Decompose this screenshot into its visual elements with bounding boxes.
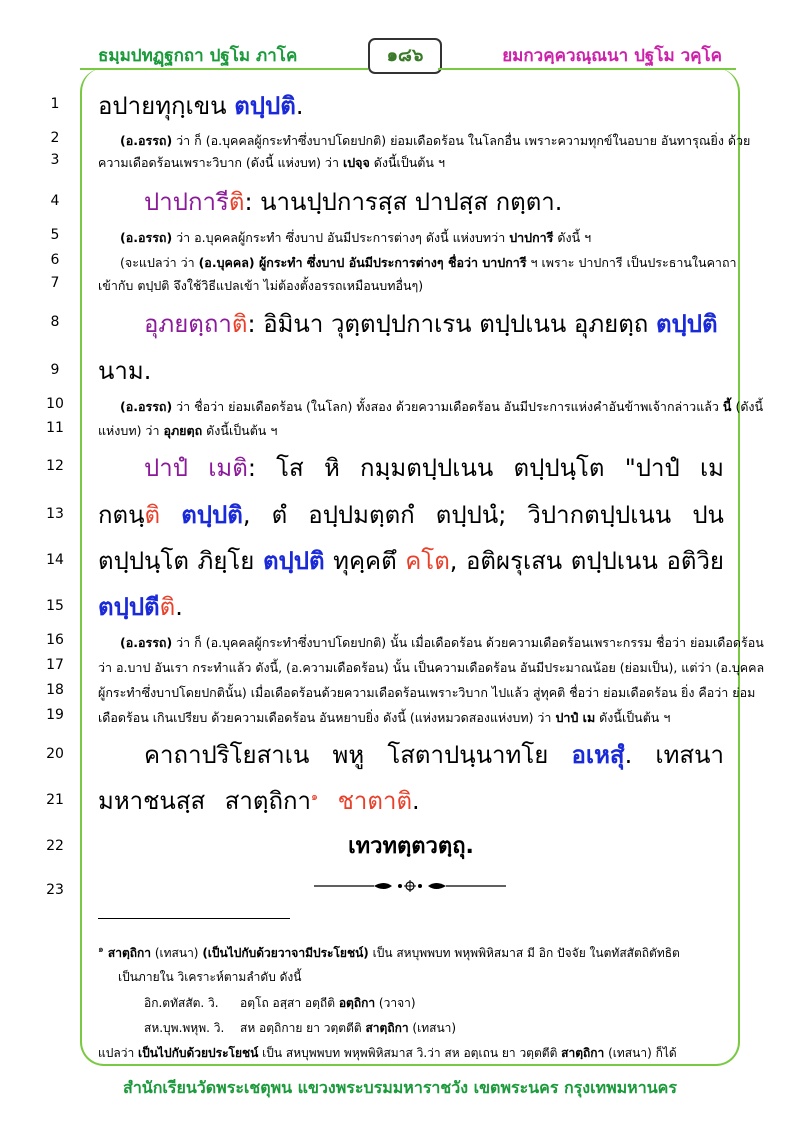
pali-word: ตปฺปเนน xyxy=(570,547,658,575)
thai-text: ความเดือดร้อนเพราะวิบาก (ดังนี้ แห่งบท) ว่า xyxy=(98,155,343,170)
thai-text: (เทสนา) ก็ได้ xyxy=(604,1046,677,1060)
thai-text: (ดังนี้ xyxy=(731,399,764,414)
thai-text: แปลว่า xyxy=(98,1046,138,1060)
line-number: 13 xyxy=(46,506,64,522)
thai-text: ดังนี้เป็นต้น ฯ xyxy=(595,710,671,725)
pali-word: สาตฺถิกา xyxy=(224,787,311,815)
verb-highlight: ตปฺปตี xyxy=(98,593,160,621)
headword: ปาปํ xyxy=(144,454,188,482)
punct: , xyxy=(242,501,251,529)
pali-term: เปจฺจ xyxy=(342,155,370,170)
gloss-label: (อ.อรรถ) xyxy=(120,399,173,414)
header-right-title: ยมกวคฺควณฺณนา ปฐโม วคฺโค xyxy=(502,46,722,66)
thai-bold: เป็นไปกับด้วยประโยชน์ xyxy=(138,1046,259,1060)
text-line-1 xyxy=(98,86,724,125)
text-line-3 xyxy=(98,153,724,173)
pali-term: สาตฺถิกา xyxy=(365,1021,409,1035)
pali-word: เม xyxy=(699,454,724,482)
pali-word: เทสนา xyxy=(655,741,724,769)
verb-highlight: ตปฺปติ xyxy=(234,92,296,120)
line-number: 2 xyxy=(50,130,60,146)
pali-text: นาม. xyxy=(98,357,152,385)
thai-text: ผู้กระทำซึ่งบาปโดยปกตินั้น) เมื่อเดือดร้อนด้วยความเดือดร้อนเพราะวิบาก ไปแล้ว สู่ทุคติ ชื่อว่า ย่อมเดือดร้อน ยิ่ง คือว่า ย่อม xyxy=(98,685,756,700)
footnote-separator xyxy=(98,918,290,919)
text-line-5 xyxy=(98,228,746,248)
pali-word: กตนฺ xyxy=(98,501,145,529)
text-line-20 xyxy=(98,735,724,774)
text-line-14 xyxy=(98,541,724,580)
header-left-title: ธมฺมปทฏฺฐกถา ปฐโม ภาโค xyxy=(98,46,298,66)
line-number: 3 xyxy=(50,152,60,168)
thai-text: เข้ากับ ตปฺปติ จึงใช้วิธีแปลเข้า ไม่ต้องตั้งอรรถเหมือนบทอื่นๆ) xyxy=(98,278,424,293)
pali-word: คาถาปริโยสาเน xyxy=(144,741,310,769)
pali-word: ตปฺปนํ; xyxy=(435,501,507,529)
thai-bold: (อ.บุคคล) ผู้กระทำ ซึ่งบาป อันมีประการต่างๆ ชื่อว่า บาปการี xyxy=(198,255,527,270)
pali-word: โส xyxy=(276,454,304,482)
frame-top-left xyxy=(80,68,368,70)
text-line-12 xyxy=(98,448,724,487)
thai-text: ดังนี้เป็นต้น ฯ xyxy=(369,155,445,170)
pali-word: ทุคฺคตึ xyxy=(333,547,397,575)
line-number: 21 xyxy=(46,792,64,808)
line-number: 20 xyxy=(46,746,64,762)
footnote-line-5 xyxy=(98,1044,677,1063)
iti-particle: ติ xyxy=(159,593,176,621)
thai-text: ว่า ก็ (อ.บุคคลผู้กระทำซึ่งบาปโดยปกติ) ย่อมเดือดร้อน ในโลกอื่น เพราะความทุกข์ในอบาย อันทารุณยิ่ง ด้วย xyxy=(172,133,751,148)
red-word: คโต xyxy=(405,547,450,575)
pali-word: อติผรุเสน xyxy=(466,547,563,575)
pali-term: ปาปการี xyxy=(509,230,554,245)
thai-text: เดือดร้อน เกินเปรียบ ด้วยความเดือดร้อน อันหยาบยิ่ง ดังนี้ (แห่งหมวดสองแห่งบท) ว่า xyxy=(98,710,556,725)
line-number: 22 xyxy=(46,838,64,854)
footnote-mark: ๑ xyxy=(98,945,104,955)
thai-text: ว่า อ.บาป อันเรา กระทำแล้ว ดังนี้, (อ.ความเดือดร้อน) นั้น เป็นความเดือดร้อน อันมีประมาณน้อย (ย่อมเป็น), แต่ว่า (อ.บุคคล xyxy=(98,660,765,675)
red-word: ชาตาติ xyxy=(337,787,413,815)
pali-word: กมฺมตปฺปเนน xyxy=(360,454,494,482)
text-line-17 xyxy=(98,658,765,678)
text-line-19 xyxy=(98,708,724,728)
text-line-9 xyxy=(98,351,724,390)
pali-term: นี้ xyxy=(722,399,732,414)
punct: . xyxy=(412,787,420,815)
thai-text: ดังนี้ ฯ xyxy=(553,230,592,245)
ornament-divider xyxy=(314,878,506,894)
text-line-6 xyxy=(98,253,746,273)
pali-term: สาตฺถิกา xyxy=(103,946,152,960)
iti-particle: ติ xyxy=(144,501,161,529)
pali-word: พหู xyxy=(332,741,365,769)
page-number: ๑๘๖ xyxy=(368,38,442,74)
page-footer: สำนักเรียนวัดพระเชตุพน แขวงพระบรมมหาราชวัง เขตพระนคร กรุงเทพมหานคร xyxy=(123,1078,677,1097)
line-number: 7 xyxy=(50,275,60,291)
verb-highlight: ตปฺปติ xyxy=(181,501,243,529)
pali-text: อปายทุกฺเขน xyxy=(98,92,227,120)
gloss-label: (อ.อรรถ) xyxy=(120,133,173,148)
footnote-line-2: เป็นภายใน วิเคราะห์ตามลำดับ ดังนี้ xyxy=(118,970,302,984)
line-number: 4 xyxy=(50,193,60,209)
iti-particle: ติ xyxy=(231,310,248,338)
line-number: 11 xyxy=(46,420,64,436)
line-number: 1 xyxy=(50,96,60,112)
thai-text: ดังนี้เป็นต้น ฯ xyxy=(202,423,278,438)
line-number: 16 xyxy=(46,632,64,648)
footnote-line-1 xyxy=(98,942,680,963)
headword: อุภยตฺถา xyxy=(144,310,232,338)
pali-word: "ปาปํ xyxy=(624,454,680,482)
pali-word: ตปฺปนฺโต xyxy=(513,454,605,482)
thai-text: เป็น สหบุพพบท พหุพพิหิสมาส วิ.ว่า สห อตฺเถน ยา วตฺตตีติ xyxy=(258,1046,562,1060)
line-number: 5 xyxy=(50,227,60,243)
thai-text: ว่า อ.บุคคลผู้กระทำ ซึ่งบาป อันมีประการต่างๆ ดังนี้ แห่งบทว่า xyxy=(172,230,510,245)
headword: เมติ xyxy=(208,454,248,482)
footnote-ref[interactable]: ๑ xyxy=(311,790,318,803)
thai-text: (วาจา) xyxy=(375,996,416,1010)
text-line-4 xyxy=(98,182,770,221)
verb-highlight: อเหสุํ xyxy=(571,741,625,769)
iti-particle: ติ xyxy=(228,188,245,216)
pali-text: อตฺโถ อสฺสา อตฺถีติ xyxy=(240,996,339,1010)
pali-term: ปาปํ เม xyxy=(555,710,596,725)
thai-text: (เทสนา) xyxy=(151,946,203,960)
footnote-line-3 xyxy=(144,994,416,1013)
line-number: 15 xyxy=(46,598,64,614)
pali-text: : อิมินา วุตฺตปฺปกาเรน ตปฺปเนน อุภยตฺถ xyxy=(247,310,649,338)
pali-word: ปน xyxy=(692,501,724,529)
text-line-10 xyxy=(98,397,764,417)
pali-word: อติวิย xyxy=(666,547,724,575)
thai-text: ว่า ชื่อว่า ย่อมเดือดร้อน (ในโลก) ทั้งสอง ด้วยความเดือดร้อน อันมีประการแห่งคำอันข้าพเจ้ากล่าวแล้ว xyxy=(172,399,723,414)
pali-term: อตฺถิกา xyxy=(338,996,376,1010)
verb-highlight: ตปฺปติ xyxy=(262,547,325,575)
thai-text: ฯ เพราะ ปาปการี เป็นประธานในคาถา xyxy=(526,255,737,270)
pali-text: : นานปฺปการสฺส ปาปสฺส กตฺตา. xyxy=(244,188,563,216)
thai-text: แห่งบท) ว่า xyxy=(98,423,164,438)
analysis-label: อิก.ตทัสสัต. วิ. xyxy=(144,996,219,1010)
line-number: 23 xyxy=(46,882,64,898)
line-number: 6 xyxy=(50,252,60,268)
pali-word: โสตาปนฺนาทโย xyxy=(387,741,549,769)
pali-term: สาตฺถิกา xyxy=(561,1046,605,1060)
pali-word: ตปฺปนฺโต xyxy=(98,547,189,575)
line-number: 8 xyxy=(50,314,60,330)
pali-text: สห อตฺถิกาย ยา วตฺตตีติ xyxy=(240,1021,366,1035)
punct: , xyxy=(449,547,458,575)
punct: : xyxy=(247,454,256,482)
verb-highlight: ตปฺปติ xyxy=(655,310,718,338)
thai-text: ว่า ก็ (อ.บุคคลผู้กระทำซึ่งบาปโดยปกติ) นั้น เมื่อเดือดร้อน ด้วยความเดือดร้อนเพราะกรรม ชื่อว่า ย่อมเดือดร้อน xyxy=(172,635,764,650)
text-line-16 xyxy=(98,633,764,653)
text-line-7 xyxy=(98,276,724,296)
line-number: 10 xyxy=(46,396,64,412)
story-title: เทวทตฺตวตฺถุ. xyxy=(348,834,474,859)
text-line-13 xyxy=(98,495,724,534)
text-line-2 xyxy=(98,131,751,151)
footnote-line-4 xyxy=(144,1019,456,1038)
line-number: 12 xyxy=(46,458,64,474)
line-number: 9 xyxy=(50,362,60,378)
analysis-label: สห.บุพ.พหุพ. วิ. xyxy=(144,1021,225,1035)
text-line-15 xyxy=(98,587,724,626)
pali-word: ภิยฺโย xyxy=(197,547,255,575)
line-number: 14 xyxy=(46,552,64,568)
pali-word: วิปากตปฺปเนน xyxy=(527,501,672,529)
pali-word: ตํ xyxy=(271,501,288,529)
line-number: 17 xyxy=(46,657,64,673)
gloss-label: (อ.อรรถ) xyxy=(120,635,173,650)
punct: . xyxy=(624,741,633,769)
thai-bold: (เป็นไปกับด้วยวาจามีประโยชน์) xyxy=(202,946,369,960)
frame-top-right xyxy=(438,68,736,70)
text-line-8 xyxy=(98,304,724,343)
thai-text: (จะแปลว่า ว่า xyxy=(120,255,199,270)
punct: . xyxy=(175,593,183,621)
thai-text: (เทสนา) xyxy=(408,1021,457,1035)
line-number: 19 xyxy=(46,707,64,723)
text-line-11 xyxy=(98,421,724,441)
text-line-21 xyxy=(98,781,724,820)
pali-term: อุภยตฺถ xyxy=(163,423,203,438)
headword: ปาปการี xyxy=(144,188,229,216)
thai-text: เป็น สหบุพพบท พหุพพิหิสมาส มี อิก ปัจจัย ในตทัสสัตถิตัทธิต xyxy=(368,946,680,960)
pali-word: หิ xyxy=(323,454,340,482)
gloss-label: (อ.อรรถ) xyxy=(120,230,173,245)
pali-word: อปฺปมตฺตกํ xyxy=(308,501,415,529)
line-number: 18 xyxy=(46,682,64,698)
pali-word: มหาชนสฺส xyxy=(98,787,206,815)
text-line-18 xyxy=(98,683,756,703)
punct: . xyxy=(295,92,304,120)
